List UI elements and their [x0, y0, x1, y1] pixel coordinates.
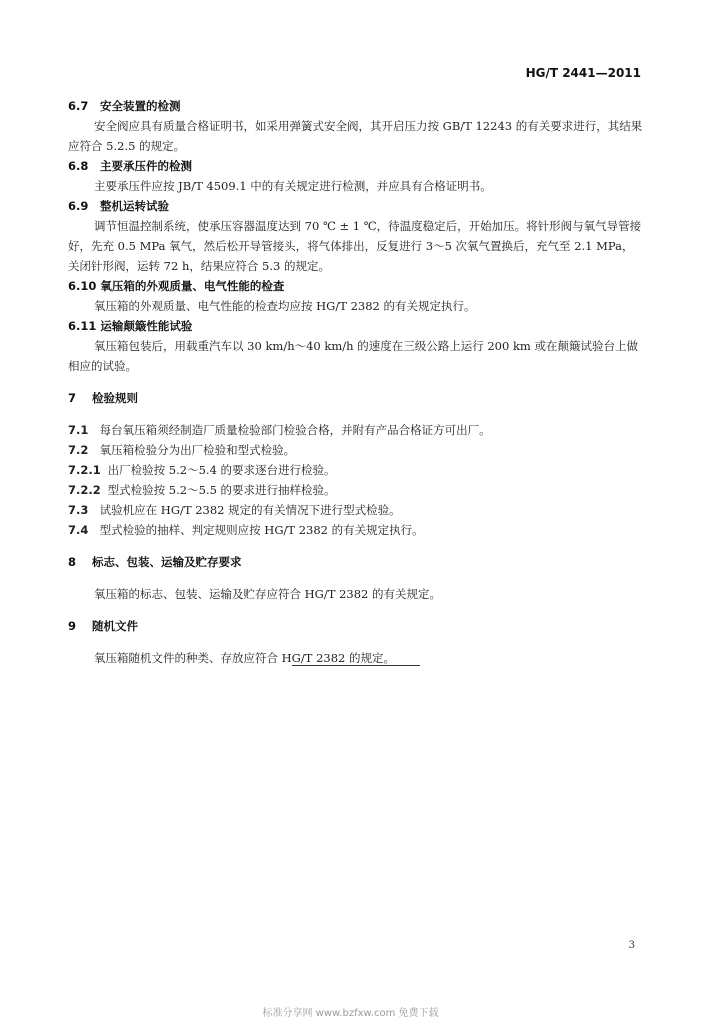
clause-number: 7.4: [68, 523, 89, 537]
section-body-6-11: 氧压箱包装后，用载重汽车以 30 km/h～40 km/h 的速度在三级公路上运行 200 km 或在颠簸试验台上做相应的试验。: [68, 339, 638, 373]
clause-text: 试验机应在 HG/T 2382 规定的有关情况下进行型式检验。: [99, 503, 401, 517]
section-heading-6-10: [68, 276, 643, 296]
clause-text: 每台氧压箱须经制造厂质量检验部门检验合格，并附有产品合格证方可出厂。: [99, 423, 491, 437]
section-title: 主要承压件的检测: [100, 159, 193, 173]
section-title: 整机运转试验: [100, 199, 170, 213]
clause-number: 7.1: [68, 423, 89, 437]
clause-text: 出厂检验按 5.2～5.4 的要求逐台进行检验。: [107, 463, 336, 477]
document-code: HG/T 2441—2011: [525, 66, 641, 80]
chapter-body-8: 氧压箱的标志、包装、运输及贮存应符合 HG/T 2382 的有关规定。: [94, 587, 441, 601]
chapter-heading-8: [68, 552, 643, 572]
section-number: 6.8: [68, 159, 89, 173]
chapter-number: 7: [68, 391, 77, 405]
chapter-heading-7: [68, 388, 643, 408]
clause-number: 7.2.1: [68, 463, 101, 477]
clause-7-4: [68, 520, 643, 540]
clause-text: 型式检验的抽样、判定规则应按 HG/T 2382 的有关规定执行。: [99, 523, 424, 537]
section-heading-6-7: [68, 96, 643, 116]
page-number: 3: [628, 940, 635, 951]
section-body-6-8: 主要承压件应按 JB/T 4509.1 中的有关规定进行检测，并应具有合格证明书。: [94, 179, 492, 193]
clause-7-2-2: [68, 480, 643, 500]
end-rule: [292, 665, 420, 666]
section-heading-6-9: [68, 196, 643, 216]
clause-7-2: [68, 440, 643, 460]
section-heading-6-8: [68, 156, 643, 176]
clause-text: 氧压箱检验分为出厂检验和型式检验。: [99, 443, 296, 457]
section-body-6-10: 氧压箱的外观质量、电气性能的检查均应按 HG/T 2382 的有关规定执行。: [94, 299, 476, 313]
clause-text: 型式检验按 5.2～5.5 的要求进行抽样检验。: [107, 483, 336, 497]
chapter-title: 检验规则: [92, 391, 139, 405]
section-body-6-7: 安全阀应具有质量合格证明书，如采用弹簧式安全阀，其开启压力按 GB/T 12243 的有关要求进行，其结果应符合 5.2.5 的规定。: [68, 119, 643, 153]
section-number: 6.11: [68, 319, 97, 333]
clause-number: 7.3: [68, 503, 89, 517]
chapter-number: 8: [68, 555, 77, 569]
chapter-heading-9: [68, 616, 643, 636]
document-body: [68, 96, 643, 668]
footer-watermark: 标准分享网 www.bzfxw.com 免费下载: [262, 1008, 439, 1019]
clause-7-2-1: [68, 460, 643, 480]
clause-number: 7.2: [68, 443, 89, 457]
chapter-title: 随机文件: [92, 619, 139, 633]
section-title: 安全装置的检测: [100, 99, 181, 113]
section-heading-6-11: [68, 316, 643, 336]
section-title: 运输颠簸性能试验: [100, 319, 193, 333]
section-number: 6.10: [68, 279, 97, 293]
chapter-title: 标志、包装、运输及贮存要求: [92, 555, 242, 569]
section-title: 氧压箱的外观质量、电气性能的检查: [100, 279, 285, 293]
clause-7-3: [68, 500, 643, 520]
section-number: 6.9: [68, 199, 89, 213]
clause-number: 7.2.2: [68, 483, 101, 497]
section-number: 6.7: [68, 99, 89, 113]
clause-7-1: [68, 420, 643, 440]
section-body-6-9: 调节恒温控制系统，使承压容器温度达到 70 ℃ ± 1 ℃，待温度稳定后，开始加压。将针形阀与氧气导管接好，先充 0.5 MPa 氧气，然后松开导管接头，将气体排出，反复进行 3～5 次氧气置换后，充气至 2.1 MPa，关闭针形阀，运转 72 h，结果应符合 5.3 的规定。: [68, 219, 642, 273]
chapter-body-9: 氧压箱随机文件的种类、存放应符合 HG/T 2382 的规定。: [94, 651, 395, 665]
chapter-number: 9: [68, 619, 77, 633]
